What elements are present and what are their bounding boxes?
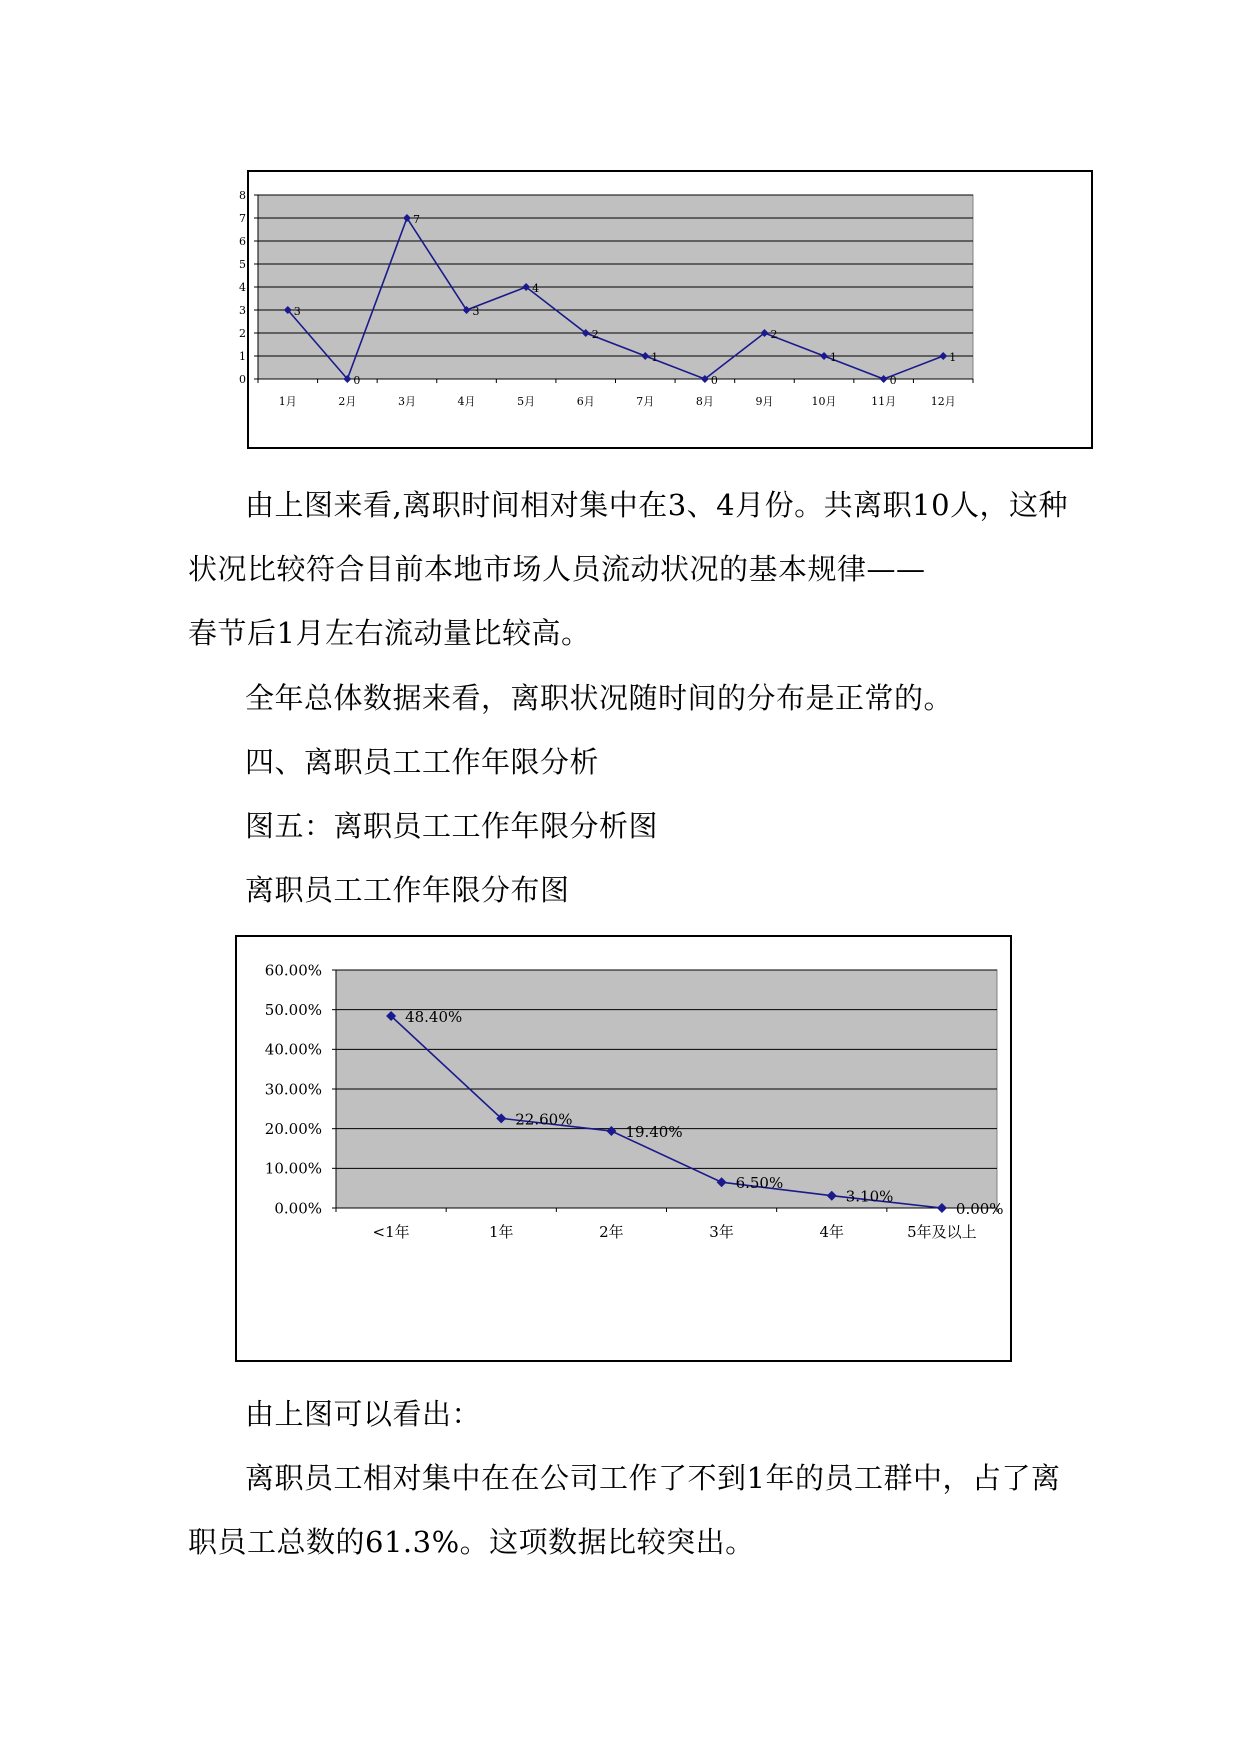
chart2-y-tick-label: 40.00% <box>264 1040 322 1059</box>
chart1-y-tick-label: 4 <box>239 280 246 294</box>
chart2-x-tick-label: <1年 <box>372 1223 410 1241</box>
chart-2-title: 离职员工工作年限分布图 <box>245 873 570 907</box>
chart1-y-tick-label: 6 <box>239 234 246 248</box>
chart1-x-tick-label: 10月 <box>811 395 837 408</box>
chart2-data-label: 48.40% <box>405 1008 463 1027</box>
chart2-y-tick-label: 20.00% <box>264 1120 322 1139</box>
chart2-y-tick-label: 60.00% <box>264 961 322 980</box>
chart1-data-label: 0 <box>710 374 718 387</box>
tenure-distribution-svg <box>237 937 1010 1360</box>
chart2-x-tick-label: 1年 <box>488 1223 514 1241</box>
chart2-x-tick-label: 5年及以上 <box>907 1223 977 1241</box>
chart1-x-tick-label: 12月 <box>930 395 956 408</box>
chart2-x-tick-label: 4年 <box>819 1223 845 1241</box>
chart1-data-label: 3 <box>293 305 301 318</box>
monthly-departures-chart <box>239 170 1093 449</box>
section-heading-4: 四、离职员工工作年限分析 <box>245 745 600 779</box>
chart1-data-label: 0 <box>353 374 361 387</box>
paragraph-4-line-2: 职员工总数的61.3%。这项数据比较突出。 <box>188 1525 755 1559</box>
chart1-data-label: 0 <box>889 374 897 387</box>
chart2-data-label: 0.00% <box>955 1200 1004 1218</box>
chart2-data-label: 6.50% <box>735 1174 784 1193</box>
chart1-data-label: 4 <box>532 282 540 295</box>
chart2-y-tick-label: 10.00% <box>264 1159 322 1178</box>
chart1-y-tick-label: 1 <box>239 349 246 363</box>
chart1-x-tick-label: 8月 <box>695 395 714 408</box>
chart2-data-label: 3.10% <box>845 1187 894 1206</box>
paragraph-3: 由上图可以看出： <box>245 1397 482 1431</box>
chart1-x-tick-label: 4月 <box>457 395 476 408</box>
chart1-y-tick-label: 7 <box>239 211 246 225</box>
chart1-data-label: 1 <box>830 351 838 364</box>
chart1-x-tick-label: 2月 <box>338 395 357 408</box>
paragraph-1-line-2: 状况比较符合目前本地市场人员流动状况的基本规律—— <box>188 552 926 586</box>
chart1-y-tick-label: 2 <box>239 326 246 340</box>
chart1-x-tick-label: 9月 <box>755 395 774 408</box>
chart2-x-tick-label: 2年 <box>599 1223 624 1241</box>
chart1-data-label: 3 <box>472 305 480 318</box>
chart1-x-tick-label: 3月 <box>397 395 416 408</box>
chart1-y-tick-label: 3 <box>239 303 246 317</box>
chart1-y-tick-label: 5 <box>239 257 246 271</box>
chart2-y-tick-label: 50.00% <box>264 1001 322 1020</box>
chart1-x-tick-label: 1月 <box>278 395 297 408</box>
paragraph-1-line-1: 由上图来看,离职时间相对集中在3、4月份。共离职10人，这种 <box>245 488 1069 522</box>
chart1-x-tick-label: 6月 <box>576 395 595 408</box>
tenure-distribution-chart <box>235 935 1012 1362</box>
chart2-y-tick-label: 30.00% <box>264 1080 322 1099</box>
chart1-x-tick-label: 7月 <box>636 395 655 408</box>
chart2-y-tick-label: 0.00% <box>274 1199 322 1218</box>
paragraph-1-line-3: 春节后1月左右流动量比较高。 <box>188 616 591 650</box>
chart2-x-tick-label: 3年 <box>709 1223 734 1241</box>
chart1-data-label: 7 <box>412 213 420 226</box>
paragraph-2: 全年总体数据来看，离职状况随时间的分布是正常的。 <box>245 681 954 715</box>
chart1-data-label: 2 <box>770 328 778 341</box>
monthly-departures-svg <box>239 172 1091 447</box>
chart1-y-tick-label: 8 <box>239 188 246 202</box>
chart1-x-tick-label: 11月 <box>871 395 897 408</box>
chart1-data-label: 1 <box>651 351 659 364</box>
chart1-x-tick-label: 5月 <box>517 395 536 408</box>
figure-5-caption: 图五：离职员工工作年限分析图 <box>245 809 659 843</box>
chart2-data-label: 22.60% <box>515 1110 573 1129</box>
chart1-data-label: 2 <box>591 328 599 341</box>
chart2-data-label: 19.40% <box>625 1123 683 1142</box>
chart1-y-tick-label: 0 <box>239 372 246 386</box>
chart1-data-label: 1 <box>949 351 957 364</box>
paragraph-4-line-1: 离职员工相对集中在在公司工作了不到1年的员工群中，占了离 <box>245 1461 1061 1495</box>
